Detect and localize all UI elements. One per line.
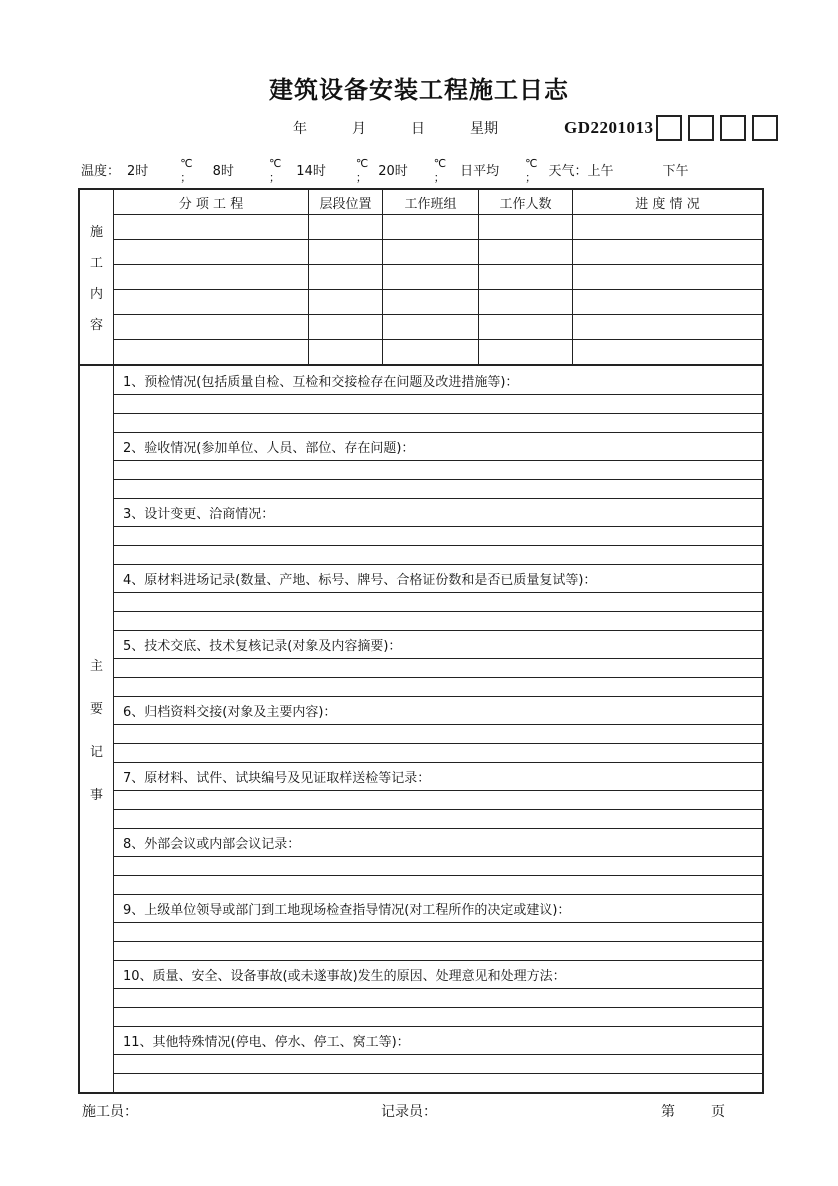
record-blank-row[interactable] [114, 790, 762, 809]
record-blank-row[interactable] [114, 875, 762, 894]
construction-cell[interactable] [114, 314, 308, 339]
celsius-separator: ℃ ； [355, 156, 369, 184]
construction-content-side-label: 施 工 内 容 [80, 190, 114, 364]
record-blank-row[interactable] [114, 526, 762, 545]
celsius-separator: ℃ ； [525, 156, 538, 184]
spacer [193, 160, 213, 178]
temp-value-blank-8h[interactable] [234, 160, 269, 178]
record-item-label: 1、预检情况(包括质量自检、互检和交接检存在问题及改进措施等)： [123, 374, 519, 390]
construction-cell[interactable] [382, 264, 478, 289]
column-header-work-team: 工作班组 [382, 190, 478, 214]
spacer [281, 160, 296, 178]
form-code: GD2201013 [564, 118, 654, 137]
construction-cell[interactable] [308, 239, 382, 264]
spacer [368, 160, 378, 178]
temperature-row [81, 154, 689, 184]
temp-value-blank-20h[interactable] [408, 160, 434, 178]
record-item-label: 2、验收情况(参加单位、人员、部位、存在问题)： [114, 432, 762, 460]
record-blank-row[interactable] [114, 809, 762, 828]
date-year-label: 年 [293, 121, 307, 137]
date-month-label: 月 [352, 121, 366, 137]
record-blank-row[interactable] [114, 743, 762, 762]
construction-cell[interactable] [114, 339, 308, 364]
temp-daily-average-label: 日平均 [460, 163, 500, 179]
record-blank-row[interactable] [114, 545, 762, 564]
construction-cell[interactable] [572, 239, 762, 264]
record-item-label: 4、原材料进场记录(数量、产地、标号、牌号、合格证份数和是否已质量复试等)： [114, 564, 762, 592]
record-item-label: 9、上级单位领导或部门到工地现场检查指导情况(对工程所作的决定或建议)： [114, 894, 762, 922]
records-body [114, 366, 762, 1092]
record-blank-row[interactable] [114, 658, 762, 677]
construction-cell[interactable] [478, 289, 572, 314]
column-header-subitem: 分 项 工 程 [178, 196, 244, 212]
construction-cell[interactable] [572, 339, 762, 364]
weather-am-blank[interactable] [614, 160, 663, 178]
record-item-label: 10、质量、安全、设备事故(或未遂事故)发生的原因、处理意见和处理方法： [114, 960, 762, 988]
construction-cell[interactable] [382, 214, 478, 239]
construction-cell[interactable] [114, 264, 308, 289]
construction-cell[interactable] [478, 239, 572, 264]
code-box[interactable] [752, 115, 778, 141]
construction-cell[interactable] [308, 289, 382, 314]
main-records-section [80, 364, 762, 1092]
construction-cell[interactable] [478, 314, 572, 339]
spacer [446, 160, 460, 178]
record-blank-row[interactable] [114, 1054, 762, 1073]
construction-cell[interactable] [382, 289, 478, 314]
construction-cell[interactable] [308, 339, 382, 364]
column-header-floor-position: 层段位置 [308, 190, 382, 214]
code-box[interactable] [656, 115, 682, 141]
temperature-label: 温度： [81, 163, 121, 179]
form-title: 建筑设备安装工程施工日志 [269, 76, 569, 104]
construction-cell[interactable] [572, 314, 762, 339]
spacer [537, 160, 548, 178]
record-blank-row[interactable] [114, 592, 762, 611]
weather-label: 天气： [548, 163, 588, 179]
construction-cell[interactable] [382, 339, 478, 364]
recorder-signature-label: 记录员： [381, 1104, 437, 1120]
construction-cell[interactable] [478, 264, 572, 289]
column-header-progress: 进 度 情 况 [572, 190, 762, 214]
construction-log-table [78, 188, 764, 1094]
date-row [293, 113, 778, 143]
construction-cell[interactable] [308, 214, 382, 239]
construction-grid [114, 190, 762, 364]
date-week-label: 星期 [470, 121, 498, 137]
record-item-label: 6、归档资料交接(对象及主要内容)： [114, 696, 762, 724]
construction-cell[interactable] [478, 214, 572, 239]
spacer [120, 160, 127, 178]
date-day-label: 日 [411, 121, 425, 137]
record-blank-row[interactable] [114, 724, 762, 743]
record-blank-row[interactable] [114, 479, 762, 498]
footer-row [78, 1101, 764, 1123]
celsius-separator: ℃ ； [433, 156, 447, 184]
construction-cell[interactable] [114, 239, 308, 264]
record-blank-row[interactable] [114, 677, 762, 696]
record-blank-row[interactable] [114, 988, 762, 1007]
construction-cell[interactable] [572, 264, 762, 289]
record-item-label: 11、其他特殊情况(停电、停水、停工、窝工等)： [114, 1026, 762, 1054]
main-records-side-label: 主 要 记 事 [80, 366, 114, 1092]
code-box[interactable] [720, 115, 746, 141]
construction-cell[interactable] [382, 314, 478, 339]
construction-cell[interactable] [478, 339, 572, 364]
record-blank-row[interactable] [114, 1007, 762, 1026]
record-blank-row[interactable] [114, 922, 762, 941]
construction-cell[interactable] [114, 214, 308, 239]
record-blank-row[interactable] [114, 1073, 762, 1092]
construction-content-section [80, 190, 762, 364]
celsius-separator: ℃ ； [268, 156, 282, 184]
temp-value-blank-2h[interactable] [148, 160, 180, 178]
record-blank-row[interactable] [114, 394, 762, 413]
page-number-unit: 页 [711, 1104, 725, 1120]
record-item-label: 7、原材料、试件、试块编号及见证取样送检等记录： [114, 762, 762, 790]
record-blank-row[interactable] [114, 856, 762, 875]
construction-cell[interactable] [308, 264, 382, 289]
construction-cell[interactable] [572, 289, 762, 314]
temp-time-label-20h: 20时 [378, 163, 408, 179]
construction-cell[interactable] [572, 214, 762, 239]
temp-value-blank-14h[interactable] [326, 160, 356, 178]
record-item-label: 8、外部会议或内部会议记录： [114, 828, 762, 856]
temp-time-label-8h: 8时 [212, 163, 234, 179]
temp-time-label-14h: 14时 [296, 163, 326, 179]
construction-cell[interactable] [114, 289, 308, 314]
celsius-separator: ℃ ； [180, 156, 193, 184]
record-blank-row[interactable] [114, 460, 762, 479]
record-blank-row[interactable] [114, 941, 762, 960]
temp-value-blank-average[interactable] [499, 160, 525, 178]
builder-signature-label: 施工员： [82, 1104, 138, 1120]
construction-cell[interactable] [308, 314, 382, 339]
record-blank-row[interactable] [114, 413, 762, 432]
weather-am-label: 上午 [587, 163, 614, 179]
page-number-prefix: 第 [661, 1104, 675, 1120]
record-blank-row[interactable] [114, 611, 762, 630]
column-header-worker-count: 工作人数 [478, 190, 572, 214]
weather-pm-label: 下午 [662, 163, 689, 179]
record-item-label: 5、技术交底、技术复核记录(对象及内容摘要)： [114, 630, 762, 658]
code-box[interactable] [688, 115, 714, 141]
code-boxes [656, 115, 778, 141]
record-item-label: 3、设计变更、洽商情况： [114, 498, 762, 526]
construction-cell[interactable] [382, 239, 478, 264]
temp-time-label-2h: 2时 [127, 163, 149, 179]
